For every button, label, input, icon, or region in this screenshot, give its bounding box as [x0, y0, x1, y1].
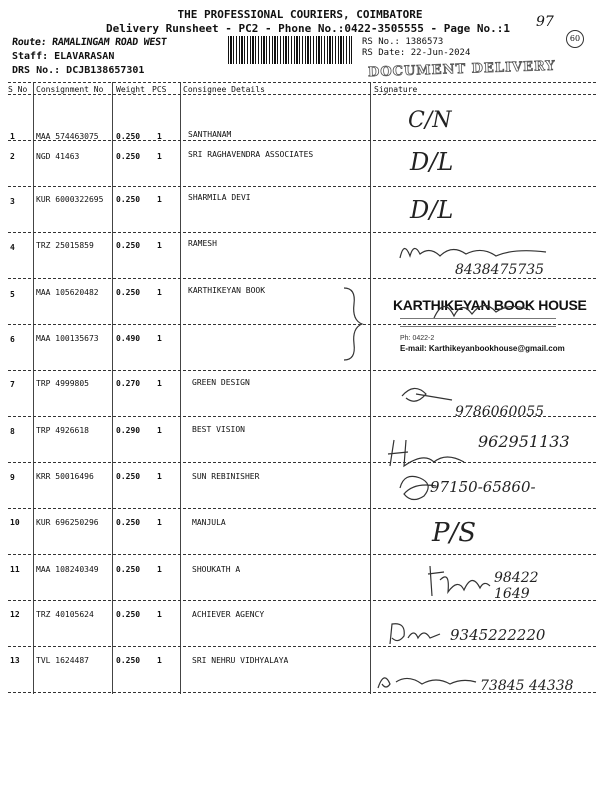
row-consignment: NGD 41463 [36, 152, 80, 161]
col-header-pcs: PCS [152, 85, 167, 94]
row-sno: 7 [10, 380, 15, 389]
row-consignee: SANTHANAM [188, 130, 232, 139]
row-consignee: SHOUKATH A [192, 565, 241, 574]
row-separator [8, 94, 596, 95]
row-weight: 0.250 [116, 565, 141, 574]
row-pcs: 1 [157, 288, 162, 297]
phone-row-9: 97150-65860- [430, 478, 536, 496]
row-pcs: 1 [157, 518, 162, 527]
row-separator [8, 370, 596, 371]
grouping-brace [338, 284, 368, 364]
stamp-overwritten-signature [430, 292, 540, 326]
row-separator [8, 278, 596, 279]
row-consignee: ACHIEVER AGENCY [192, 610, 265, 619]
col-header-consignee: Consignee Details [183, 85, 265, 94]
row-pcs: 1 [157, 195, 162, 204]
phone-row-4: 8438475735 [455, 262, 545, 278]
row-consignment: KUR 696250296 [36, 518, 99, 527]
col-header-weight: Weight [116, 85, 145, 94]
row-weight: 0.250 [116, 288, 141, 297]
drs-number: DRS No.: DCJB138657301 [12, 65, 145, 76]
row-separator [8, 508, 596, 509]
phone-row-8: 962951133 [478, 432, 570, 451]
row-sno: 10 [10, 518, 20, 527]
row-pcs: 1 [157, 379, 162, 388]
row-weight: 0.250 [116, 656, 141, 665]
row-consignment: TRZ 40105624 [36, 610, 94, 619]
col-header-consignment: Consignment No [36, 85, 104, 94]
phone-row-11: 98422 1649 [494, 570, 539, 602]
row-consignment: MAA 100135673 [36, 334, 99, 343]
signature-row-1: C/N [408, 108, 452, 133]
row-consignee: MANJULA [192, 518, 226, 527]
row-pcs: 1 [157, 565, 162, 574]
col-header-signature: Signature [374, 85, 418, 94]
row-consignment: TRP 4926618 [36, 426, 89, 435]
business-stamp-phone: Ph: 0422-2 [400, 335, 435, 342]
row-consignment: MAA 105620482 [36, 288, 99, 297]
column-divider [180, 82, 181, 694]
signature-row-10: P/S [432, 518, 477, 548]
row-consignment: TRP 4999805 [36, 379, 89, 388]
row-consignment: TVL 1624487 [36, 656, 89, 665]
col-header-sno: S No [8, 85, 28, 94]
signature-row-2: D/L [410, 148, 454, 176]
row-pcs: 1 [157, 610, 162, 619]
row-weight: 0.250 [116, 195, 141, 204]
row-separator [8, 82, 596, 83]
staff-label: Staff: ELAVARASAN [12, 51, 115, 62]
row-sno: 11 [10, 565, 20, 574]
row-consignment: TRZ 25015859 [36, 241, 94, 250]
row-pcs: 1 [157, 241, 162, 250]
column-divider [370, 82, 371, 694]
runsheet-title: THE PROFESSIONAL COURIERS, COIMBATORE [177, 8, 423, 21]
row-weight: 0.290 [116, 426, 141, 435]
row-sno: 5 [10, 290, 15, 299]
phone-row-7: 9786060055 [455, 404, 545, 420]
business-stamp-name: KARTHIKEYAN BOOK HOUSE [393, 297, 587, 313]
barcode [228, 36, 352, 64]
row-separator [8, 232, 596, 233]
row-separator [8, 462, 596, 463]
row-separator [8, 186, 596, 187]
row-consignee: SRI RAGHAVENDRA ASSOCIATES [188, 150, 314, 159]
signature-row-3: D/L [410, 196, 454, 224]
row-sno: 1 [10, 132, 15, 141]
row-weight: 0.250 [116, 152, 141, 161]
row-weight: 0.490 [116, 334, 141, 343]
row-consignee: SRI NEHRU VIDHYALAYA [192, 656, 289, 665]
row-sno: 8 [10, 427, 15, 436]
runsheet-subtitle: Delivery Runsheet - PC2 - Phone No.:0422-3505555 - Page No.:1 [106, 22, 510, 35]
row-consignee: SHARMILA DEVI [188, 193, 251, 202]
row-consignment: KRR 50016496 [36, 472, 94, 481]
row-weight: 0.250 [116, 610, 141, 619]
row-consignment: MAA 574463075 [36, 132, 99, 141]
row-pcs: 1 [157, 334, 162, 343]
row-weight: 0.250 [116, 241, 141, 250]
business-stamp-email: E-mail: Karthikeyanbookhouse@gmail.com [400, 344, 565, 353]
signature-scribble [396, 236, 556, 264]
row-consignee: BEST VISION [192, 425, 245, 434]
document-delivery-stamp: DOCUMENT DELIVERY [367, 58, 556, 81]
row-consignee: KARTHIKEYAN BOOK [188, 286, 266, 295]
signature-row-12 [384, 618, 444, 648]
row-weight: 0.250 [116, 132, 141, 141]
row-pcs: 1 [157, 132, 162, 141]
row-pcs: 1 [157, 656, 162, 665]
row-sno: 6 [10, 335, 15, 344]
row-sno: 12 [10, 610, 20, 619]
row-consignee: RAMESH [188, 239, 217, 248]
row-pcs: 1 [157, 426, 162, 435]
row-separator [8, 646, 596, 647]
signature-row-13 [372, 664, 482, 694]
signature-row-8 [384, 432, 474, 472]
row-consignment: MAA 108240349 [36, 565, 99, 574]
column-divider [112, 82, 113, 694]
row-sno: 9 [10, 473, 15, 482]
row-weight: 0.250 [116, 472, 141, 481]
row-weight: 0.270 [116, 379, 141, 388]
row-consignee: GREEN DESIGN [192, 378, 250, 387]
row-pcs: 1 [157, 152, 162, 161]
phone-row-13: 73845 44338 [480, 678, 574, 694]
row-sno: 3 [10, 197, 15, 206]
signature-row-7 [396, 380, 456, 410]
signature-row-11 [424, 562, 494, 602]
phone-row-12: 9345222220 [450, 626, 546, 644]
row-pcs: 1 [157, 472, 162, 481]
route-label: Route: RAMALINGAM ROAD WEST [11, 37, 168, 48]
circled-number: 60 [566, 30, 584, 48]
rs-date: RS Date: 22-Jun-2024 [362, 48, 471, 58]
row-separator [8, 554, 596, 555]
column-divider [33, 82, 34, 694]
rs-number: RS No.: 1386573 [362, 37, 444, 47]
row-sno: 2 [10, 152, 15, 161]
row-consignee: SUN REBINISHER [192, 472, 260, 481]
row-consignment: KUR 6000322695 [36, 195, 104, 204]
row-sno: 13 [10, 656, 20, 665]
corner-handwritten-mark: 97 [536, 14, 554, 30]
row-sno: 4 [10, 243, 15, 252]
stamp-address-line [400, 318, 556, 319]
stamp-address-line [400, 326, 556, 327]
row-weight: 0.250 [116, 518, 141, 527]
